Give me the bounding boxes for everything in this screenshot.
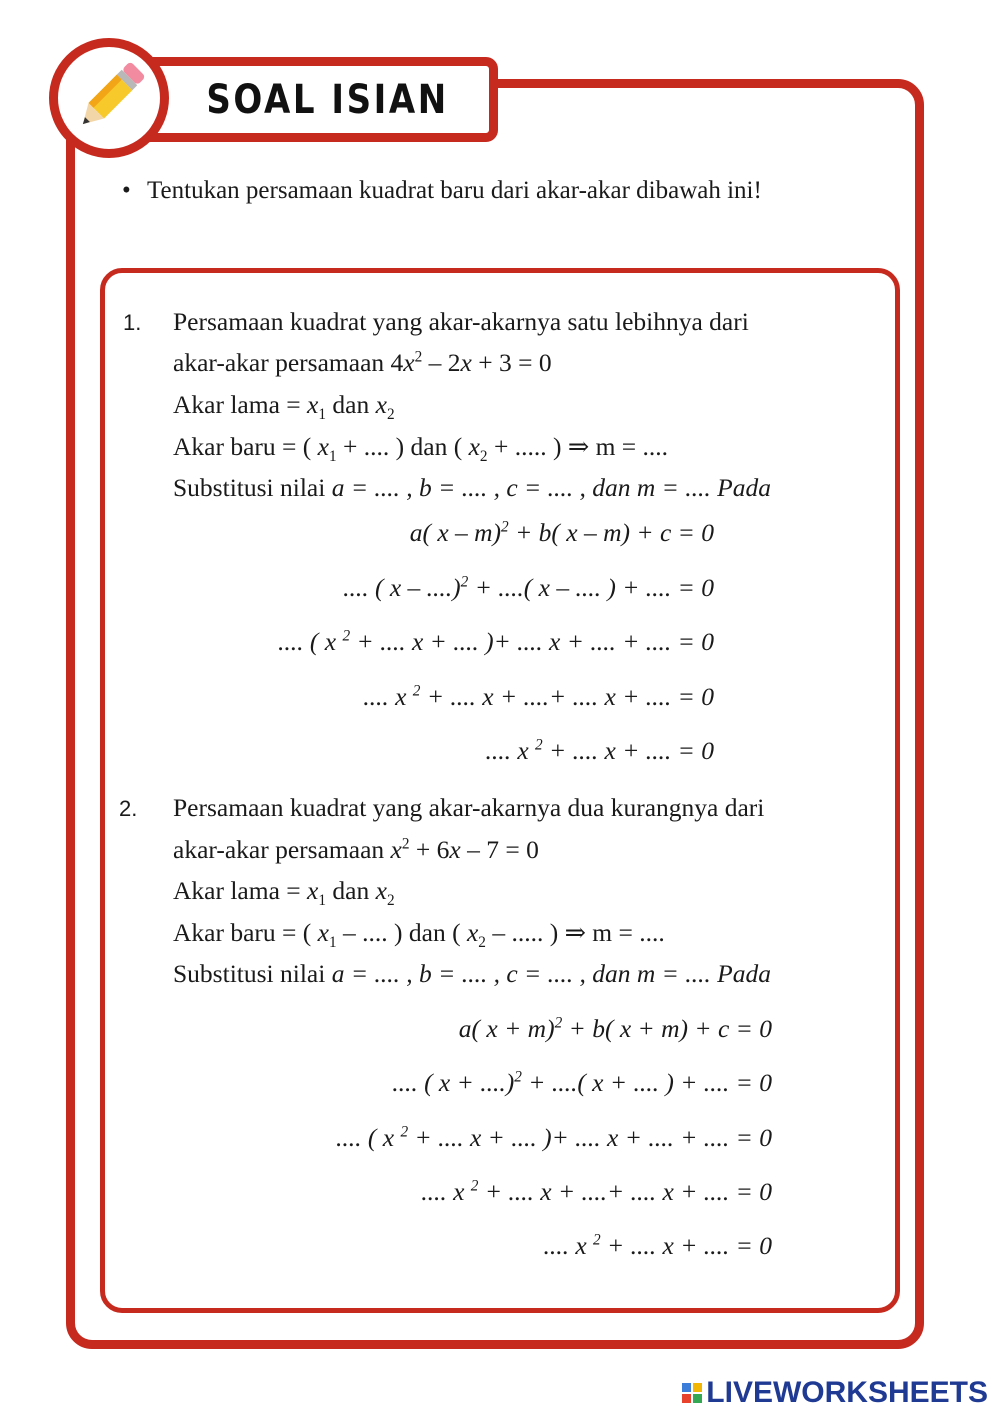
pencil-badge (49, 38, 169, 158)
equation-step-4: .... x $^2$ + .... x + ....+ .... x + .... = 0 (421, 1177, 772, 1206)
equation-step-5: .... x $^2$ + .... x + .... = 0 (543, 1231, 772, 1260)
original-equation: akar-akar persamaan $x^2 + 6x - 7 = 0$ (173, 835, 539, 864)
substitusi: Substitusi nilai a = .... , b = .... , c = .... , dan m = .... Pada (173, 473, 771, 502)
liveworksheets-logo-icon (682, 1383, 702, 1403)
akar-baru: Akar baru = ( $x_1$ + .... ) dan ( $x_2$ + ..... ) ⇒ m = .... (173, 432, 669, 466)
akar-lama: Akar lama = $x_1$ dan $x_2$ (173, 390, 395, 424)
problem-number: 2. (119, 796, 138, 821)
problems-frame (100, 268, 900, 1313)
pencil-icon (64, 53, 154, 143)
equation-step-5: .... x $^2$ + .... x + .... = 0 (485, 736, 714, 765)
akar-lama: Akar lama = $x_1$ dan $x_2$ (173, 876, 395, 910)
original-equation: akar-akar persamaan $4x^2 - 2x + 3 = 0$ (173, 348, 552, 377)
akar-baru: Akar baru = ( $x_1$ – .... ) dan ( $x_2$ – ..... ) ⇒ m = .... (173, 918, 665, 952)
equation-step-4: .... x $^2$ + .... x + ....+ .... x + .... = 0 (363, 682, 714, 711)
equation-step-3: .... ( x $^2$ + .... x + .... )+ .... x + .... + .... = 0 (278, 627, 714, 656)
problem-statement: Persamaan kuadrat yang akar-akarnya satu lebihnya dari (173, 307, 749, 336)
problem-number: 1. (123, 310, 142, 335)
bullet: • (122, 177, 131, 204)
footer-brand[interactable] (682, 1376, 988, 1410)
brand-name: LIVEWORKSHEETS (706, 1376, 988, 1409)
equation-step-3: .... ( x $^2$ + .... x + .... )+ .... x + .... + .... = 0 (336, 1123, 772, 1152)
equation-step-2: .... ( x – ....)$^2$ + ....( x – .... ) + .... = 0 (343, 573, 714, 602)
title-tab (128, 57, 498, 142)
equation-step-2: .... ( x + ....)$^2$ + ....( x + .... ) + .... = 0 (392, 1068, 772, 1097)
page-title: SOAL ISIAN (206, 76, 450, 123)
instruction-text: Tentukan persamaan kuadrat baru dari akar-akar dibawah ini! (147, 177, 762, 204)
problem-statement: Persamaan kuadrat yang akar-akarnya dua kurangnya dari (173, 793, 765, 822)
equation-step-1: a( x – m)$^2$ + b( x – m) + c = 0 (409, 518, 714, 547)
equation-step-1: a( x + m)$^2$ + b( x + m) + c = 0 (458, 1014, 772, 1043)
substitusi: Substitusi nilai a = .... , b = .... , c = .... , dan m = .... Pada (173, 959, 771, 988)
